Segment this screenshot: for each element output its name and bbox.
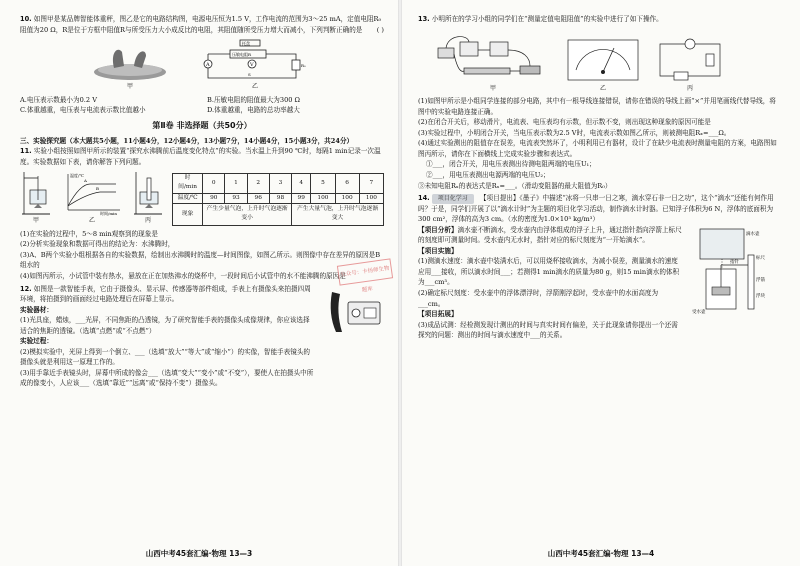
sub-question: (1)光具座，蜡烛，___光屏，不同焦距的凸透镜，为了研究智能手表的摄像头成像规律，你应该选择适合的焦距的透镜。（选填“点燃”或“不点燃”） [20,316,310,335]
question-number: 11. [20,147,32,156]
circuit-label: 压敏电阻R [232,52,252,58]
sub-question: (3)实验过程中，小明闭合开关，当电压表示数为2.5 V时，电流表示数如图乙所示，则被测电阻Rₓ=___Ω。 [418,128,731,137]
page-footer: 山西中考45套汇编·物理 13—4 [547,549,655,558]
figure-caption: 乙 [251,83,258,91]
subheading: 【项目拓展】 [418,310,458,319]
axis-label: 时间/min [100,211,117,217]
figure-label: 浮块 [756,293,765,299]
step: ①___，闭合开关，用电压表测出待测电阻两端的电压U₁； [426,160,596,169]
ammeter-dial-icon [566,34,640,84]
curve-label: A [84,178,87,184]
question-11 [20,146,384,281]
table-cell: 1 [225,174,247,194]
question-number: 10. [20,15,32,23]
sub-question: (1)在实验的过程中，5～8 min观察到的现象是 [20,229,158,238]
sub-question: (4)如图丙所示，小试管中装有热水，悬放在正在加热沸水的烧杯中，一段时间后小试管中的水不能沸腾的原因是 [20,272,346,280]
temperature-table [172,173,384,226]
sub-question: (2)分析实验现象和数据可得出的结论为：水沸腾时， [20,240,175,249]
table-row [173,203,384,225]
sub-question: (2)模拟实验中，光屏上得到一个倒立、___（选填“放大”“等大”或“缩小”）的实像，智能手表镜头的摄像头就是利用这一原理工作的。 [20,347,311,367]
figure-caption: 丙 [686,84,693,92]
table-cell: 时间/min [173,174,203,194]
circuit-label: 托盘 [242,41,250,47]
choice-c: C.体重越重，电压表与电流表示数比值越小 [20,106,146,115]
table-cell: 100 [335,193,359,203]
question-number: 13. [418,15,430,23]
table-cell: 4 [292,174,311,194]
figure-ammeter [566,34,640,94]
question-text: 如图是一款智能手表，它由于摄像头、显示屏、传感器等部件组成，手表上有摄像头来拍摄四周环境，将拍摄到的画面经过电路处理后在屏幕上显示。 [20,284,311,304]
question-12 [20,284,384,389]
figure-circuit [200,38,310,92]
figure-label: 浮箭 [756,277,765,283]
question-text: 如图甲是某品牌智能体重秤，图乙是它的电路结构图，电源电压恒为1.5 V，工作电流的范围为3～25 mA，定值电阻R₀阻值为20 Ω，R是位于方框中阻值R与所受压力大小成反比的电阻，其阻值随所受压力增大而减小，下列判断正确的是 [20,15,382,34]
curve-label: B [96,186,99,192]
sub-question: (4)通过实验测出的阻值存在误差，电流表突然坏了，小明利用已有器材，设计了在缺少电流表时测量电阻的方案，电路图如图丙所示，请你在下面横线上完成实验步骤和表达式。 [418,139,777,158]
paragraph: 滴水壶不断滴水，受水壶内由浮体组成的浮子上升，通过指针指向浮箭上标尺的刻度即可测量时间。受水壶内无水时，指针对应的标尺刻度为“一开始滴水”。 [418,225,682,245]
project-learning-tag: 项目化学习 [432,194,474,204]
circuit-diagram [200,38,310,82]
answer-paren: ( ) [376,25,384,34]
scale-photo-icon [90,42,170,82]
table-cell: 93 [225,193,247,203]
question-14 [418,193,782,341]
table-row [173,174,384,194]
circuit-label: A [206,62,210,69]
figure-circuit-c [654,34,726,94]
circuit-diagram [654,34,726,84]
figure-apparatus-c [132,170,164,226]
sub-question: (3)用手靠近手表镜头时，屏幕中所成的像会___（选填“变大”“变小”或“不变”），要使人在拍摄头中所成的像变小，人应该___（选填“靠近”“远离”或“保持不变”）摄像头。 [20,368,314,388]
part-2-title: 第Ⅱ卷 非选择题（共50分） [152,120,252,130]
question-number: 14. [418,194,430,203]
table-cell: 3 [269,174,291,194]
circuit-apparatus-diagram [434,28,552,84]
right-page [402,0,800,566]
figure-apparatus-a [20,170,52,226]
figure-label: 滴水壶 [746,231,760,237]
question-number: 12. [20,284,32,293]
sub-question: (2)在闭合开关后，移动滑片，电流表、电压表均有示数，但示数不变，则出现这种现象的原因可能是 [418,118,711,127]
subheading: 实验器材： [20,305,53,314]
figure-caption: 乙 [599,84,606,92]
test-tube-icon [132,170,164,216]
subheading: 实验过程： [20,337,53,346]
step: ②___，用电压表测出电源两端的电压U₂； [426,170,550,179]
table-cell: 现象 [173,203,203,225]
question-13 [418,14,782,191]
table-cell: 100 [311,193,335,203]
figure-caption: 甲 [126,83,133,91]
table-cell: 2 [247,174,269,194]
table-cell: 100 [359,193,383,203]
figure-scale [90,42,170,92]
question-text: 实验小组按照如图甲所示的装置“探究水沸腾前后温度变化特点”的实验。当水温上升到90 ℃时，每隔1 min记录一次温度。实验数据如下表，请你解答下列问题。 [20,147,381,166]
figure-label: 标尺 [756,255,765,261]
table-cell: 产生少量气泡，上升时气泡逐渐变小 [203,203,292,225]
table-cell: 温度/℃ [173,193,203,203]
figure-caption: 甲 [32,217,39,225]
table-cell: 5 [311,174,335,194]
table-cell: 6 [335,174,359,194]
sub-question: (1)测滴水速度：滴水壶中装满水后，可以用烧杯接收滴水，为减小误差，测量滴水的速度应用___接收，所以滴水时间___；若测得1 min滴水的质量为80 g，则15 min滴水的体积为___cm³。 [418,257,680,287]
question-10 [20,14,384,116]
table-cell: 0 [203,174,225,194]
choice-b: B.压敏电阻的阻值最大为300 Ω [207,95,301,104]
figure-caption: 甲 [489,84,496,92]
sub-question: (1)如图甲所示是小组同学连接的部分电路，其中有一根导线连接错误，请你在错误的导线上画“×”并用笔画线代替导线，将图中的实验电路连接正确。 [418,97,776,116]
figure-caption: 丙 [144,217,151,225]
water-clock-figure [690,225,782,315]
section-3-header: 三、实验探究题（本大题共5小题，11小题4分，12小题4分，13小题7分，14小题4分，15小题3分，共24分） [20,136,354,145]
figure-row [418,28,782,94]
choice-list [20,95,384,116]
figure-label: 受水壶 [692,309,706,315]
page-footer: 山西中考45套汇编·物理 13—3 [145,549,253,558]
figure-circuit-photo [434,28,552,94]
sub-question: (2)确定标尺刻度：受水壶中的浮体漂浮时，浮箭刚浮起时，受水壶中的水面高度为___cm。 [418,289,659,308]
question-text: 【项目提出】《墨子》中描述“冰将一只串一日之寒，滴水穿石非一日之功”，这个“滴水”还能有何作用吗？于是，同学们开展了以“滴水计时”为主题的项目化学习活动，制作滴水计时器。已知浮子体积为6 N，浮体的底面积为300 cm²，浮体的高为3 cm。（水的密度为1.0×10³ kg/m³） [418,194,774,224]
table-cell: 产生大量气泡，上升时气泡逐渐变大 [292,203,384,225]
boiling-apparatus-icon [20,170,52,216]
subheading: 【项目实施】 [418,246,458,255]
table-cell: 98 [269,193,291,203]
figure-caption: 乙 [88,217,95,225]
figure-row [20,38,384,92]
question-text: 小明所在的学习小组的同学们在“测量定值电阻阻值”的实验中进行了如下操作。 [431,15,663,23]
table-cell: 7 [359,174,383,194]
left-page [0,0,398,566]
sub-question: (3)A、B两个实验小组根据各自的实验数据，绘制出水沸腾时的温度—时间图像，如图乙所示。则图像中存在差异的原因是B组水的 [20,250,381,270]
figure-row [20,170,384,226]
table-cell: 90 [203,193,225,203]
table-row [173,193,384,203]
figure-graph [60,170,124,226]
table-cell: 99 [292,193,311,203]
watermark-stamp: 公众号：卡扬师生物题库 [337,258,393,285]
table-cell: 96 [247,193,269,203]
circuit-label: R₀ [301,63,306,69]
circuit-label: S [248,72,251,78]
subheading: 【项目分析】 [418,225,458,234]
temperature-graph [60,170,124,216]
choice-a: A.电压表示数最小为0.2 V [20,95,97,104]
circuit-label: V [250,62,254,69]
sub-question: (3)成品试测：经检测发现计测出的时间与真实时间有偏差，关于此现象请你提出一个还需探究的问题：测出的时间与滴水速度中___的关系。 [418,320,678,340]
step: ③未知电阻Rₓ的表达式是Rₓ=___。（滑动变阻器的最大阻值为R₀） [418,181,612,190]
choice-d: D.体重越重，电路的总功率越大 [207,106,300,115]
smartwatch-figure [322,284,384,336]
figure-label: 指针 [730,259,739,265]
q14-body [418,225,782,341]
axis-label: 温度/℃ [70,173,84,179]
